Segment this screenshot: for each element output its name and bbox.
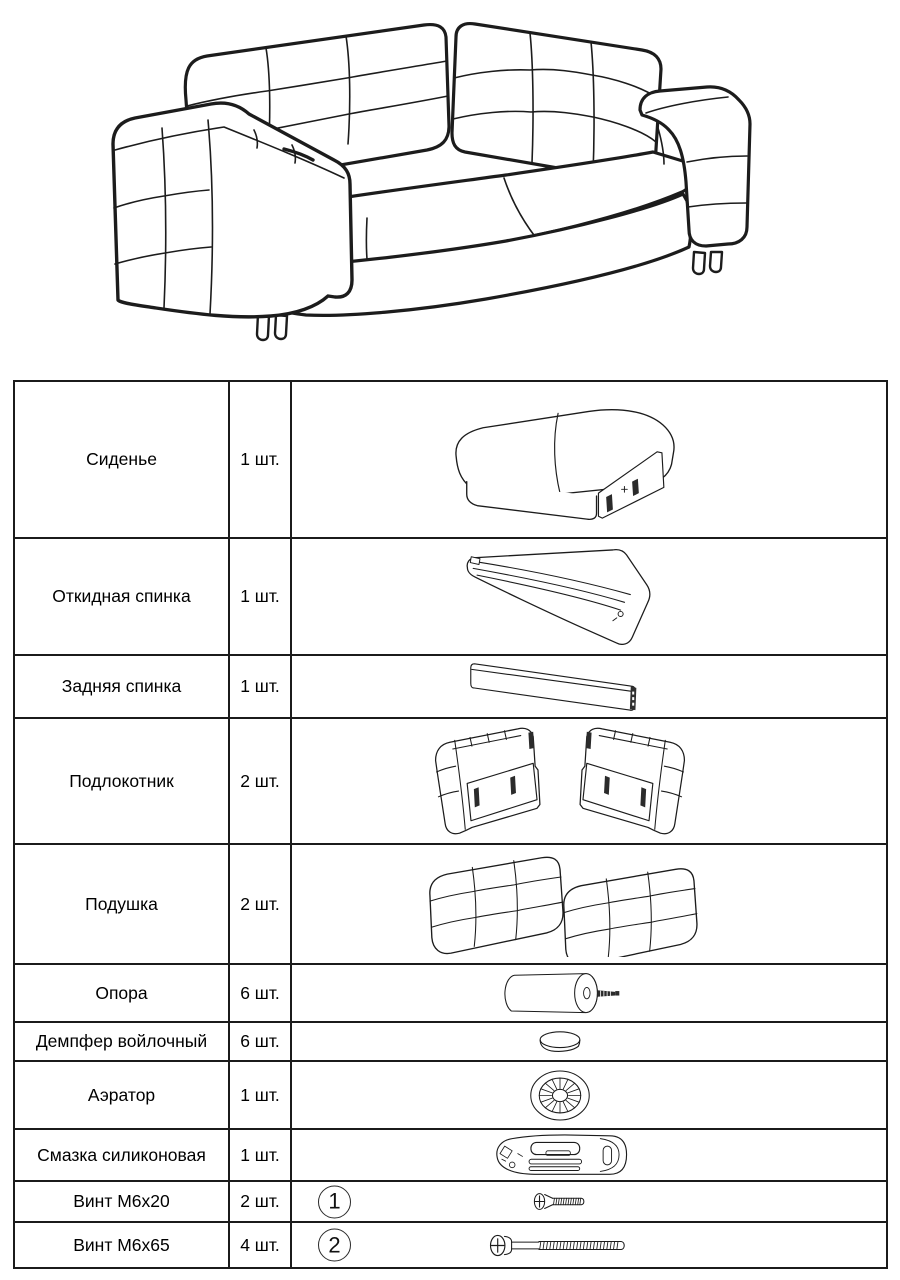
part-image-cell	[292, 1062, 886, 1128]
table-row	[15, 965, 886, 1023]
part-name: Задняя спинка	[15, 656, 230, 717]
silicone-grease-part-drawing	[489, 1133, 631, 1178]
part-qty: 1 шт.	[230, 1062, 292, 1128]
part-image-cell	[292, 1023, 886, 1060]
part-qty: 6 шт.	[230, 1023, 292, 1060]
table-row	[15, 719, 886, 845]
part-name: Смазка силиконовая	[15, 1130, 230, 1180]
part-name: Подушка	[15, 845, 230, 963]
part-qty: 1 шт.	[230, 656, 292, 717]
table-row	[15, 1023, 886, 1062]
part-name: Опора	[15, 965, 230, 1021]
part-qty: 6 шт.	[230, 965, 292, 1021]
folding-backrest-part-drawing	[465, 548, 655, 645]
part-name: Откидная спинка	[15, 539, 230, 654]
table-row	[15, 845, 886, 965]
cushion-part-drawing	[418, 851, 703, 957]
part-name: Аэратор	[15, 1062, 230, 1128]
item-number-badge: 2	[318, 1229, 351, 1262]
part-image-cell	[292, 1223, 886, 1267]
part-qty: 4 шт.	[230, 1223, 292, 1267]
part-image-cell	[292, 965, 886, 1021]
part-name: Сиденье	[15, 382, 230, 537]
table-row	[15, 1130, 886, 1182]
table-row	[15, 1182, 886, 1223]
parts-table	[13, 380, 888, 1269]
leg-support-part-drawing	[495, 971, 625, 1016]
part-qty: 2 шт.	[230, 1182, 292, 1221]
part-qty: 1 шт.	[230, 539, 292, 654]
table-row	[15, 1062, 886, 1130]
part-qty: 1 шт.	[230, 382, 292, 537]
part-image-cell	[292, 1130, 886, 1180]
screw-m6x20-drawing	[533, 1192, 587, 1211]
table-row	[15, 382, 886, 539]
part-image-cell	[292, 539, 886, 654]
part-name: Винт М6х65	[15, 1223, 230, 1267]
part-image-cell	[292, 382, 886, 537]
sofa-line-drawing	[106, 2, 766, 364]
part-image-cell	[292, 845, 886, 963]
part-image-cell	[292, 719, 886, 843]
table-row	[15, 539, 886, 656]
table-row	[15, 656, 886, 719]
part-qty: 2 шт.	[230, 719, 292, 843]
part-image-cell	[292, 656, 886, 717]
aerator-part-drawing	[527, 1067, 593, 1124]
part-image-cell	[292, 1182, 886, 1221]
seat-part-drawing	[435, 397, 685, 522]
rear-back-panel-part-drawing	[468, 661, 653, 712]
table-row	[15, 1223, 886, 1267]
part-qty: 1 шт.	[230, 1130, 292, 1180]
screw-m6x65-drawing	[488, 1234, 632, 1257]
item-number-badge: 1	[318, 1185, 351, 1218]
part-name: Демпфер войлочный	[15, 1023, 230, 1060]
felt-damper-part-drawing	[536, 1030, 584, 1054]
part-name: Винт М6х20	[15, 1182, 230, 1221]
part-name: Подлокотник	[15, 719, 230, 843]
part-qty: 2 шт.	[230, 845, 292, 963]
sofa-overview-figure	[106, 2, 766, 364]
armrest-part-drawing	[426, 724, 694, 839]
